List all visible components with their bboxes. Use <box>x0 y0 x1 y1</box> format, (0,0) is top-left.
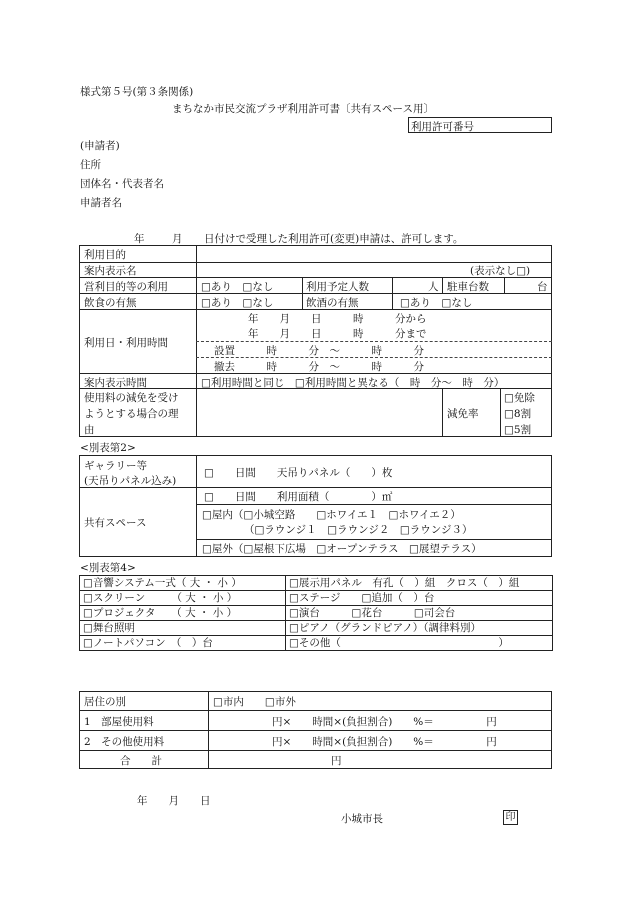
indoor-options[interactable]: □屋内（□小城空路 □ホワイエ１ □ホワイエ２） <box>202 509 461 521</box>
parking-label: 駐車台数 <box>447 281 489 293</box>
reduction-rate-label: 減免率 <box>447 408 479 420</box>
equipment-row <box>80 636 553 651</box>
intro-year: 年 <box>134 233 145 245</box>
other-fee-label: 2 その他使用料 <box>84 736 165 748</box>
table4 <box>79 575 553 651</box>
outdoor-options[interactable]: □屋外（□屋根下広場 □オープンテラス □展望テラス） <box>202 543 482 555</box>
planned-people-label: 利用予定人数 <box>306 281 369 293</box>
food-options[interactable]: □あり □なし <box>201 297 274 309</box>
permit-number-field[interactable] <box>408 117 552 133</box>
intro-month: 月 <box>172 233 183 245</box>
commercial-label: 営利目的等の利用 <box>84 281 168 293</box>
equipment-option-right[interactable]: □演台 □花台 □司会台 <box>286 606 553 621</box>
datetime-label: 利用日・利用時間 <box>84 337 168 349</box>
equipment-option-right[interactable]: □ステージ □追加（ ）台 <box>286 591 553 606</box>
address-label: 住所 <box>80 159 101 171</box>
shared-space-label: 共有スペース <box>84 517 147 529</box>
datetime-from[interactable]: 年 月 日 時 分から <box>248 313 427 325</box>
equipment-row <box>80 576 553 591</box>
issuer-name: 小城市長 <box>341 813 383 825</box>
page-title: まちなか市民交流プラザ利用許可書〔共有スペース用〕 <box>172 103 434 115</box>
equipment-option-left[interactable]: □音響システム一式（ 大 ・ 小 ） <box>80 576 286 591</box>
gallery-label-1: ギャラリー等 <box>84 460 147 472</box>
gallery-value[interactable]: □ 日間 天吊りパネル（ ）枚 <box>204 467 393 479</box>
purpose-field[interactable] <box>200 247 548 261</box>
equipment-option-left[interactable]: □スクリーン （ 大 ・ 小 ） <box>80 591 286 606</box>
total-label: 合 計 <box>120 755 162 767</box>
removal-time[interactable]: 撤去 時 分 ～ 時 分 <box>214 361 424 373</box>
equipment-row <box>80 621 553 636</box>
organization-label: 団体名・代表者名 <box>80 178 164 190</box>
drink-label: 飲酒の有無 <box>306 297 359 309</box>
rate-50-checkbox[interactable]: □5割 <box>504 424 532 436</box>
equipment-option-left[interactable]: □プロジェクタ （ 大 ・ 小 ） <box>80 606 286 621</box>
room-fee-calc[interactable]: 円× 時間×(負担割合) %＝ 円 <box>272 716 497 728</box>
other-fee-calc[interactable]: 円× 時間×(負担割合) %＝ 円 <box>272 736 497 748</box>
permit-number-label: 利用許可番号 <box>411 121 474 133</box>
equipment-row <box>80 606 553 621</box>
table2-heading: <別表第2> <box>80 442 136 454</box>
equipment-option-left[interactable]: □ノートパソコン （ ）台 <box>80 636 286 651</box>
people-unit: 人 <box>428 281 439 293</box>
equipment-option-right[interactable]: □その他（ ） <box>286 636 553 651</box>
food-label: 飲食の有無 <box>84 297 137 309</box>
equipment-option-right[interactable]: □展示用パネル 有孔（ ）組 クロス（ ）組 <box>286 576 553 591</box>
rate-exempt-checkbox[interactable]: □免除 <box>504 392 535 404</box>
rate-80-checkbox[interactable]: □8割 <box>504 408 532 420</box>
parking-unit: 台 <box>537 281 548 293</box>
reduction-reason-line2: ようとする場合の理 <box>84 408 179 420</box>
datetime-to[interactable]: 年 月 日 時 分まで <box>248 328 427 340</box>
seal-stamp: 印 <box>503 810 518 825</box>
lounge-options[interactable]: （□ラウンジ１ □ラウンジ２ □ラウンジ３） <box>244 524 473 536</box>
equipment-option-left[interactable]: □舞台照明 <box>80 621 286 636</box>
setup-time[interactable]: 設置 時 分 ～ 時 分 <box>214 345 424 357</box>
applicant-heading: (申請者) <box>80 140 120 152</box>
signage-label: 案内表示名 <box>84 265 137 277</box>
equipment-option-right[interactable]: □ピアノ（グランドピアノ）（調律料別） <box>286 621 553 636</box>
display-time-label: 案内表示時間 <box>84 377 147 389</box>
residence-label: 居住の別 <box>84 696 126 708</box>
gallery-label-2: (天吊りパネル込み) <box>84 475 177 487</box>
form-number: 様式第５号(第３条関係) <box>80 86 194 98</box>
commercial-options[interactable]: □あり □なし <box>201 281 274 293</box>
purpose-label: 利用目的 <box>84 249 126 261</box>
issue-date: 年 月 日 <box>137 795 211 807</box>
signage-none-checkbox[interactable]: (表示なし□) <box>470 265 531 277</box>
table4-heading: <別表第4> <box>80 562 136 574</box>
residence-options[interactable]: □市内 □市外 <box>213 696 296 708</box>
shared-area[interactable]: □ 日間 利用面積（ ）㎡ <box>204 491 393 503</box>
drink-options[interactable]: □あり □なし <box>400 297 473 309</box>
applicant-name-label: 申請者名 <box>80 197 122 209</box>
reduction-reason-field[interactable] <box>200 390 438 434</box>
intro-text: 日付けで受理した利用許可(変更)申請は、許可します。 <box>204 233 464 245</box>
total-value[interactable]: 円 <box>331 755 342 767</box>
room-fee-label: 1 部屋使用料 <box>84 716 154 728</box>
reduction-reason-line1: 使用料の減免を受け <box>84 392 179 404</box>
reduction-reason-line3: 由 <box>84 424 95 436</box>
equipment-row <box>80 591 553 606</box>
display-time-options[interactable]: □利用時間と同じ □利用時間と異なる（ 時 分～ 時 分） <box>201 377 505 389</box>
